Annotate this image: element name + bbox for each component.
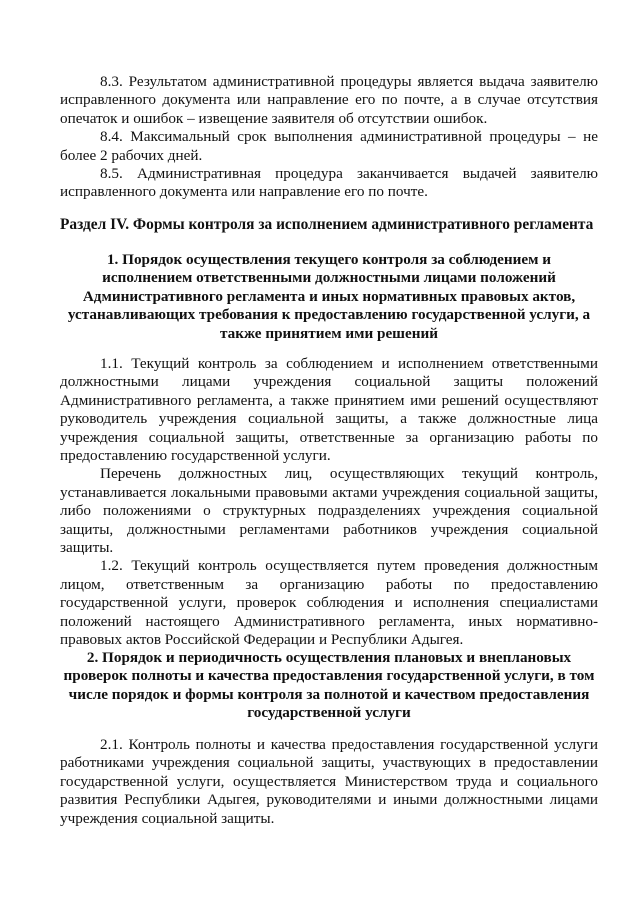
subsection-2-body [60, 736, 598, 828]
paragraph-1-1: 1.1. Текущий контроль за соблюдением и исполнением ответственными должностными лицами учреждения социальной защиты положений Административного регламента, а также принятием ими решений осуществляют руководитель учреждения социальной защиты, а также должностные лица учреждения социальной защиты, ответственные за организацию работы по предоставлению государственной услуги. [60, 355, 598, 465]
paragraph-2-1: 2.1. Контроль полноты и качества предоставления государственной услуги работниками учреждения социальной защиты, участвующих в предоставлении государственной услуги, осуществляется Министерством труда и социального развития Республики Адыгея, руководителями и иными должностными лицами учреждения социальной защиты. [60, 736, 598, 827]
subsection-2-title: 2. Порядок и периодичность осуществления плановых и внеплановых проверок полноты и качества предоставления государственной услуги, в том числе порядок и формы контроля за полнотой и качеством предоставления государственной услуги [63, 649, 595, 722]
subsection-2-heading-block [60, 649, 598, 723]
paragraph-8-3: 8.3. Результатом административной процедуры является выдача заявителю исправленного документа или направление его по почте, а в случае отсутствия опечаток и ошибок – извещение заявителя об отсутствии ошибок. [60, 73, 598, 127]
subsection-1-body [60, 355, 598, 650]
top-paragraphs [60, 73, 598, 202]
paragraph-1-2: 1.2. Текущий контроль осуществляется путем проведения должностным лицом, ответственным за организацию работы по предоставлению государственной услуги, проверок соблюдения и исполнения специалистами положений настоящего Административного регламента, иных нормативно-правовых актов Российской Федерации и Республики Адыгея. [60, 557, 598, 649]
paragraph-8-5: 8.5. Административная процедура заканчивается выдачей заявителю исправленного документа или направление его по почте. [60, 165, 598, 201]
subsection-1-heading-block [60, 251, 598, 343]
section-title: Раздел IV. Формы контроля за исполнением административного регламента [60, 216, 594, 233]
paragraph-officials-list: Перечень должностных лиц, осуществляющих текущий контроль, устанавливается локальными правовыми актами учреждения социальной защиты, либо положениями о структурных подразделениях учреждения социальной защиты, должностными регламентами работников учреждения социальной защиты. [60, 465, 598, 557]
paragraph-8-4: 8.4. Максимальный срок выполнения административной процедуры – не более 2 рабочих дней. [60, 128, 598, 164]
subsection-1-title: 1. Порядок осуществления текущего контроля за соблюдением и исполнением ответственными должностными лицами положений Административного регламента и иных нормативных правовых актов, устанавливающих требования к предоставлению государственной услуги, а также принятием ими решений [67, 251, 591, 342]
section-heading-block [60, 215, 598, 234]
